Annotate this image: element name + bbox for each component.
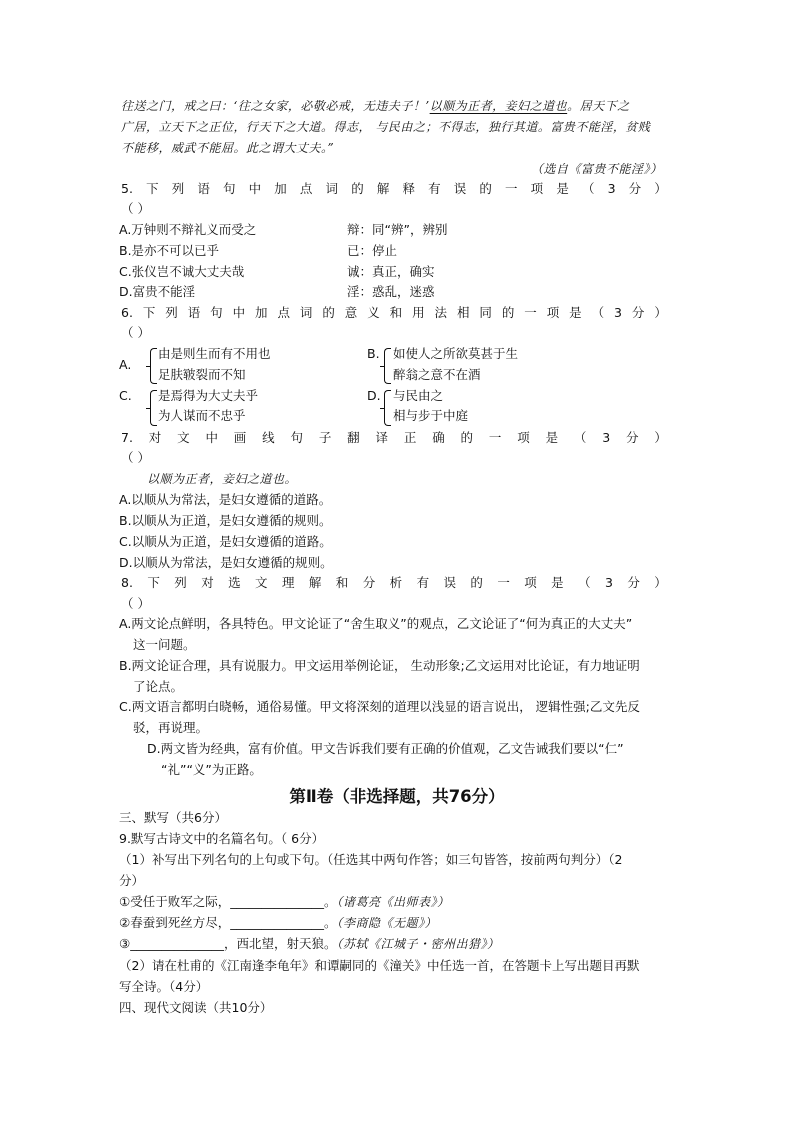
q8-option-a-line2: 这一问题。 bbox=[133, 637, 196, 652]
q9-item-2: ②春蚕到死丝方尽，_______________。（李商隐《无题》） bbox=[119, 915, 437, 930]
q5-answer-paren: （ ） bbox=[121, 201, 150, 216]
q9-item-3: ③_______________，西北望，射天狼。（苏轼《江城子・密州出猎》） bbox=[119, 936, 500, 951]
q9-part1-line2: 分） bbox=[119, 873, 145, 888]
q9-part2-line1: （2）请在杜甫的《江南逢李龟年》和谭嗣同的《潼关》中任选一首，在答题卡上写出题目再默 bbox=[119, 958, 640, 973]
q8-option-a-line1: A.两文论点鲜明，各具特色。甲文论证了“舍生取义”的观点，乙文论证了“何为真正的大丈夫” bbox=[119, 616, 633, 631]
q5-option-d: D.富贵不能淫 bbox=[119, 284, 196, 299]
q8-option-b-line2: 了论点。 bbox=[133, 679, 184, 694]
section-2-title: 第Ⅱ卷（非选择题，共76分） bbox=[289, 787, 505, 806]
q6-option-b-label: B. bbox=[367, 346, 380, 361]
q9-part2-line2: 写全诗。（4分） bbox=[119, 979, 209, 994]
q6-option-b-line2: 醉翁之意不在酒 bbox=[393, 367, 481, 382]
q6-option-c-label: C. bbox=[119, 388, 132, 403]
passage-line-3: 不能移，威武不能屈。此之谓大丈夫。” bbox=[121, 141, 335, 155]
q8-option-b-line1: B.两文论证合理，具有说服力。甲文运用举例论证， 生动形象;乙文运用对比论证，有力地证明 bbox=[119, 658, 640, 673]
q8-answer-paren: （ ） bbox=[121, 596, 150, 611]
underlined-sentence: 以顺为正者，妾妇之道也 bbox=[429, 99, 568, 113]
q6-stem: 6. 下 列 语 句 中 加 点 词 的 意 义 和 用 法 相 同 的 一 项 是 （ 3 分 ） bbox=[121, 305, 667, 320]
q7-quoted-sentence: 以顺为正者，妾妇之道也。 bbox=[147, 472, 298, 486]
q6-option-b-line1: 如使人之所欲莫甚于生 bbox=[393, 346, 519, 361]
q5-stem: 5. 下 列 语 句 中 加 点 词 的 解 释 有 误 的 一 项 是 （ 3 分 ） bbox=[121, 181, 667, 196]
q6-option-c-line1: 是焉得为大丈夫乎 bbox=[158, 388, 259, 403]
q6-option-d-label: D. bbox=[367, 388, 381, 403]
q8-option-d-line1: D.两文皆为经典，富有价值。甲文告诉我们要有正确的价值观，乙文告诫我们要以“仁” bbox=[147, 741, 624, 756]
section-3-title: 三、默写（共6分） bbox=[119, 810, 227, 825]
q5-option-b-gloss: 已：停止 bbox=[347, 243, 398, 258]
q6-option-b-brace bbox=[384, 348, 391, 384]
q5-option-c: C.张仪岂不诚大丈夫哉 bbox=[119, 264, 245, 279]
q8-option-d-line2: “礼”“义”为正路。 bbox=[161, 762, 262, 777]
q7-stem: 7. 对 文 中 画 线 句 子 翻 译 正 确 的 一 项 是 （ 3 分 ） bbox=[121, 430, 667, 445]
q7-option-d: D.以顺从为常法，是妇女遵循的规则。 bbox=[119, 555, 333, 570]
q6-option-a-label: A. bbox=[119, 357, 132, 372]
q6-option-a-line1: 由是则生而有不用也 bbox=[158, 346, 271, 361]
q8-option-c-line2: 驳，再说理。 bbox=[133, 720, 209, 735]
q7-option-a: A.以顺从为常法，是妇女遵循的道路。 bbox=[119, 492, 332, 507]
q7-option-b: B.以顺从为正道，是妇女遵循的规则。 bbox=[119, 513, 332, 528]
q8-option-c-line1: C.两文语言都明白晓畅，通俗易懂。甲文将深刻的道理以浅显的语言说出， 逻辑性强;乙文先反 bbox=[119, 699, 640, 714]
q6-option-d-line2: 相与步于中庭 bbox=[393, 408, 469, 423]
q7-option-c: C.以顺从为正道，是妇女遵循的道路。 bbox=[119, 534, 332, 549]
q6-option-c-brace bbox=[150, 390, 157, 426]
q5-option-a-gloss: 辩：同“辨”，辨别 bbox=[347, 222, 448, 237]
q5-option-a: A.万钟则不辩礼义而受之 bbox=[119, 222, 257, 237]
q9-item-1: ①受任于败军之际，_______________。（诸葛亮《出师表》） bbox=[119, 894, 450, 909]
q6-option-c-line2: 为人谋而不忠乎 bbox=[158, 408, 246, 423]
q8-stem: 8. 下 列 对 选 文 理 解 和 分 析 有 误 的 一 项 是 （ 3 分 ） bbox=[121, 575, 667, 590]
q6-option-d-line1: 与民由之 bbox=[393, 388, 444, 403]
q5-option-b: B.是亦不可以已乎 bbox=[119, 243, 220, 258]
q9-part1-line1: （1）补写出下列名句的上句或下句。（任选其中两句作答；如三句皆答，按前两句判分）（2 bbox=[119, 852, 623, 867]
q5-option-c-gloss: 诚：真正，确实 bbox=[347, 264, 435, 279]
q5-option-d-gloss: 淫：惑乱，迷惑 bbox=[347, 284, 435, 299]
q6-answer-paren: （ ） bbox=[121, 325, 150, 340]
passage-source: （选自《富贵不能淫》） bbox=[531, 162, 663, 176]
q6-option-a-brace bbox=[150, 348, 157, 384]
section-4-title: 四、现代文阅读（共10分） bbox=[119, 1000, 273, 1015]
q6-option-a-line2: 足肤皲裂而不知 bbox=[158, 367, 246, 382]
q6-option-d-brace bbox=[384, 390, 391, 426]
q9-stem: 9.默写古诗文中的名篇名句。（ 6分） bbox=[119, 831, 325, 846]
passage-line-1: 往送之门，戒之曰：‘往之女家，必敬必戒，无违夫子！’以顺为正者，妾妇之道也。居天下之 bbox=[121, 99, 630, 113]
q7-answer-paren: （ ） bbox=[121, 450, 150, 465]
passage-line-2: 广居，立天下之正位，行天下之大道。得志， 与民由之；不得志，独行其道。富贵不能淫，贫贱 bbox=[121, 120, 651, 134]
